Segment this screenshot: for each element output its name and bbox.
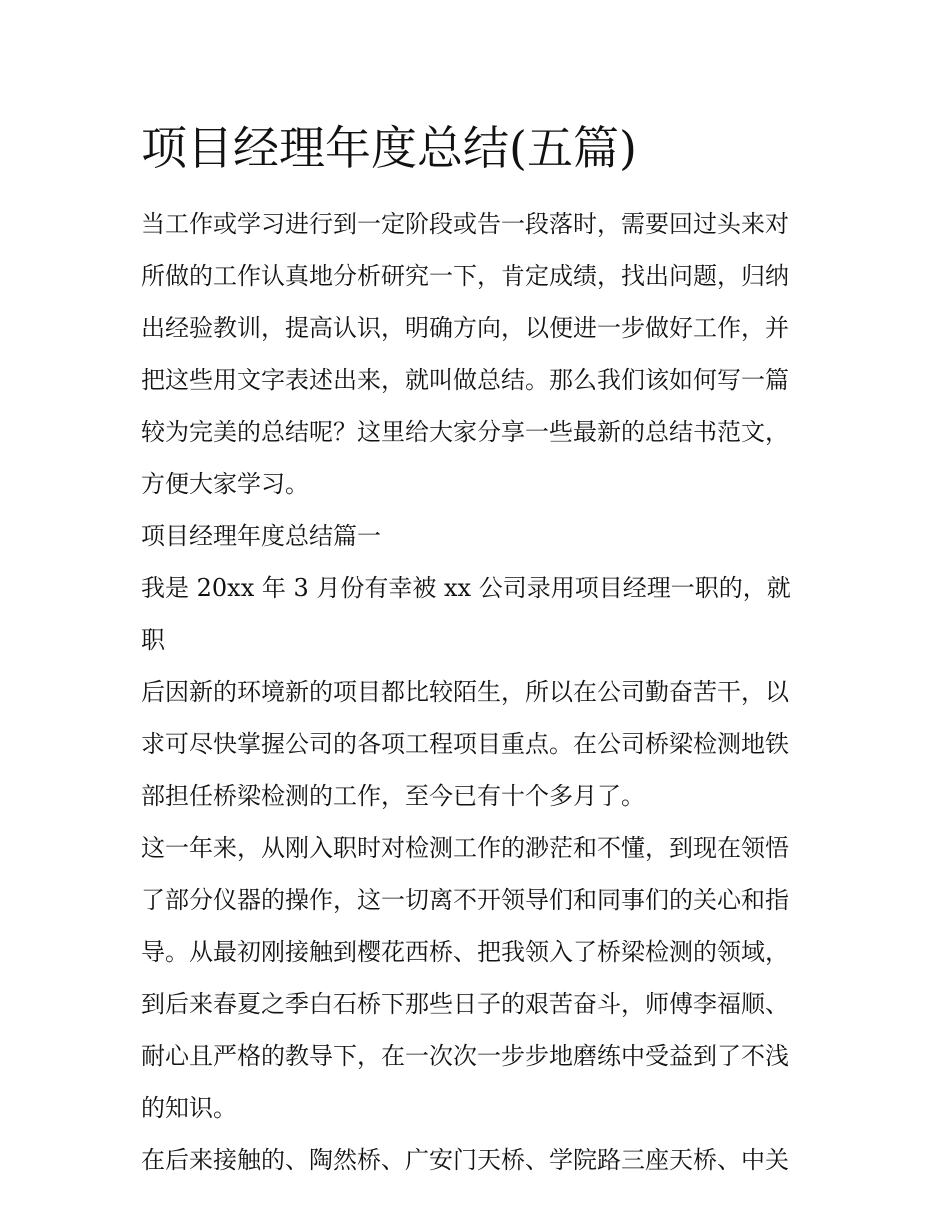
- intro-paragraph: 当工作或学习进行到一定阶段或告一段落时，需要回过头来对 所做的工作认真地分析研究一下，肯定成绩，找出问题，归纳 出经验教训，提高认识，明确方向，以便进一步做好工作，并 把这些用文字表述出来，就叫做总结。那么我们该如何写一篇 较为完美的总结呢？这里给大家分享一些最新的总结书范文， 方便大家学习。: [141, 210, 789, 498]
- section-heading: 项目经理年度总结篇一: [141, 522, 381, 550]
- body-paragraph-2: 这一年来，从刚入职时对检测工作的渺茫和不懂，到现在领悟 了部分仪器的操作，这一切离不开领导们和同事们的关心和指 导。从最初刚接触到樱花西桥、把我领入了桥梁检测的领域， 到后来春夏之季白石桥下那些日子的艰苦奋斗，师傅李福顺、 耐心且严格的教导下，在一次次一步步地磨练中受益到了不浅 的知识。: [141, 834, 789, 1122]
- document-title: 项目经理年度总结(五篇): [141, 121, 637, 175]
- body-paragraph-1: 我是 20xx 年 3 月份有幸被 xx 公司录用项目经理一职的，就职 后因新的环境新的项目都比较陌生，所以在公司勤奋苦干，以 求可尽快掌握公司的各项工程项目重点。在公司桥梁检测地铁 部担任桥梁检测的工作，至今已有十个多月了。: [141, 574, 791, 810]
- document-page: [141, 112, 813, 1186]
- body-paragraph-3: 在后来接触的、陶然桥、广安门天桥、学院路三座天桥、中关: [141, 1146, 789, 1174]
